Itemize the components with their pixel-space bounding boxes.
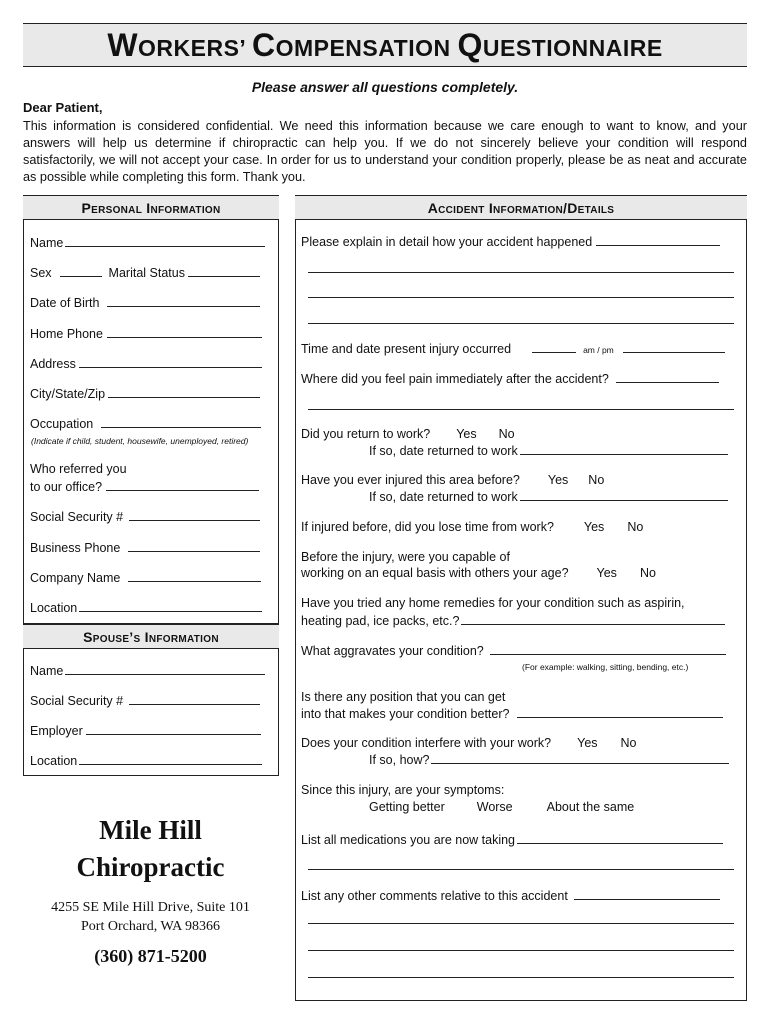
address-row — [30, 356, 262, 371]
ampm-label: am / pm — [583, 345, 614, 355]
name-label: Name — [30, 236, 64, 250]
accident-info-heading: Accident Information/Details — [295, 195, 747, 219]
time-label: Time and date present injury occurred — [301, 342, 512, 356]
location-row — [30, 600, 262, 615]
referred-label-1: Who referred you — [30, 462, 127, 476]
interfere-label: Does your condition interfere with your work? — [301, 736, 552, 750]
marital-field[interactable] — [188, 265, 260, 277]
dob-label: Date of Birth — [30, 296, 100, 310]
lose-time-row — [301, 520, 643, 534]
sex-marital-row — [30, 265, 260, 280]
aggravates-label: What aggravates your condition? — [301, 644, 484, 658]
occupation-label: Occupation — [30, 417, 94, 431]
clinic-phone: (360) 871-5200 — [94, 946, 207, 966]
occupation-field[interactable] — [101, 416, 261, 428]
lose-time-yes-option[interactable]: Yes — [583, 520, 605, 534]
injured-before-row — [301, 473, 604, 487]
capable-label-2: working on an equal basis with others your age? — [301, 566, 569, 580]
explain-row — [301, 234, 720, 249]
symptoms-same-option[interactable]: About the same — [546, 800, 635, 814]
comments-field[interactable] — [574, 888, 720, 900]
injured-date-label: If so, date returned to work — [369, 490, 518, 504]
city-label: City/State/Zip — [30, 387, 106, 401]
injured-before-label: Have you ever injured this area before? — [301, 473, 520, 487]
location-field[interactable] — [79, 600, 262, 612]
capable-label-1: Before the injury, were you capable of — [301, 550, 510, 564]
comments-row — [301, 888, 720, 903]
spouse-employer-row — [30, 723, 261, 738]
aggravates-row — [301, 643, 726, 658]
capable-yes-option[interactable]: Yes — [596, 566, 617, 580]
return-row — [301, 427, 515, 441]
injured-date-row — [369, 489, 728, 504]
clinic-address-line-2: Port Orchard, WA 98366 — [81, 919, 220, 934]
personal-info-heading: Personal Information — [23, 195, 279, 219]
interfere-row — [301, 736, 637, 750]
accident-info-panel — [295, 219, 747, 1001]
spouse-employer-field[interactable] — [86, 723, 261, 735]
position-field[interactable] — [517, 706, 723, 718]
pain-label: Where did you feel pain immediately after the accident? — [301, 372, 609, 386]
aggravates-field[interactable] — [490, 643, 726, 655]
occupation-note: (Indicate if child, student, housewife, unemployed, retired) — [31, 436, 249, 446]
spouse-info-heading: Spouse’s Information — [23, 624, 279, 648]
return-yes-option[interactable]: Yes — [456, 427, 477, 441]
lose-time-label: If injured before, did you lose time from work? — [301, 520, 554, 534]
occupation-row — [30, 416, 261, 431]
spouse-location-field[interactable] — [79, 753, 262, 765]
clinic-address-line-1: 4255 SE Mile Hill Drive, Suite 101 — [51, 900, 250, 915]
clinic-address — [23, 898, 278, 936]
position-label-1: Is there any position that you can get — [301, 690, 506, 704]
return-date-label: If so, date returned to work — [369, 444, 518, 458]
symptoms-worse-option[interactable]: Worse — [476, 800, 513, 814]
position-label-2: into that makes your condition better? — [301, 707, 510, 721]
medications-label: List all medications you are now taking — [301, 833, 516, 847]
company-row — [30, 570, 261, 585]
return-date-field[interactable] — [520, 443, 728, 455]
city-field[interactable] — [108, 386, 260, 398]
return-label: Did you return to work? — [301, 427, 431, 441]
time-row — [301, 341, 725, 356]
spouse-name-field[interactable] — [65, 663, 265, 675]
name-field[interactable] — [65, 235, 265, 247]
spouse-ssn-field[interactable] — [129, 693, 260, 705]
clinic-name-line-2: Chiropractic — [76, 852, 225, 882]
date-field[interactable] — [623, 341, 725, 353]
company-label: Company Name — [30, 571, 121, 585]
referred-field[interactable] — [106, 479, 259, 491]
comments-line-3[interactable] — [308, 950, 734, 951]
capable-no-option[interactable]: No — [639, 566, 656, 580]
interfere-how-row — [369, 752, 729, 767]
company-field[interactable] — [128, 570, 261, 582]
medications-field[interactable] — [517, 832, 723, 844]
lose-time-no-option[interactable]: No — [627, 520, 644, 534]
medications-line-2[interactable] — [308, 869, 734, 870]
spouse-name-row — [30, 663, 265, 678]
business-phone-label: Business Phone — [30, 541, 121, 555]
sex-field[interactable] — [60, 265, 102, 277]
remedies-row — [301, 613, 725, 628]
symptoms-label: Since this injury, are your symptoms: — [301, 783, 505, 797]
symptoms-options — [369, 800, 634, 814]
personal-name-row — [30, 235, 265, 250]
capable-row — [301, 566, 656, 580]
pain-field[interactable] — [616, 371, 719, 383]
pain-row — [301, 371, 719, 386]
home-phone-label: Home Phone — [30, 327, 103, 341]
city-row — [30, 386, 260, 401]
intro-paragraph: This information is considered confidential. We need this information because we care enough to want to know, and your answers will help us determine if chiropractic can help you. If we do not sincerely believe your condition will respond satisfactorily, we will not accept your case. In order for us to understand your condition properly, please be as neat and accurate as possible while completing this form. Thank you. — [23, 119, 747, 184]
injured-before-no-option[interactable]: No — [588, 473, 605, 487]
ssn-field[interactable] — [129, 509, 260, 521]
title-bar — [23, 23, 747, 67]
marital-label: Marital Status — [108, 266, 185, 280]
explain-line-3[interactable] — [308, 297, 734, 298]
symptoms-better-option[interactable]: Getting better — [369, 800, 445, 814]
interfere-yes-option[interactable]: Yes — [577, 736, 598, 750]
spouse-location-row — [30, 753, 262, 768]
explain-field[interactable] — [596, 234, 720, 246]
injured-date-field[interactable] — [520, 489, 728, 501]
comments-line-2[interactable] — [308, 923, 734, 924]
comments-label: List any other comments relative to this accident — [301, 889, 568, 903]
injured-before-yes-option[interactable]: Yes — [547, 473, 569, 487]
spouse-location-label: Location — [30, 754, 78, 768]
form-title: WORKERS’ COMPENSATION QUESTIONNAIRE — [107, 26, 663, 63]
remedies-field[interactable] — [461, 613, 725, 625]
clinic-name — [23, 812, 278, 886]
referred-label-2: to our office? — [30, 480, 103, 494]
referred-row — [30, 479, 259, 494]
location-label: Location — [30, 601, 78, 615]
address-label: Address — [30, 357, 76, 371]
explain-label: Please explain in detail how your accident happened — [301, 235, 593, 249]
ssn-row — [30, 509, 260, 524]
return-date-row — [369, 443, 728, 458]
spouse-ssn-label: Social Security # — [30, 694, 124, 708]
comments-line-4[interactable] — [308, 977, 734, 978]
ssn-label: Social Security # — [30, 510, 124, 524]
address-field[interactable] — [79, 356, 262, 368]
interfere-no-option[interactable]: No — [620, 736, 637, 750]
business-phone-row — [30, 540, 260, 555]
position-row — [301, 706, 723, 721]
remedies-label-1: Have you tried any home remedies for your condition such as aspirin, — [301, 596, 685, 610]
interfere-how-label: If so, how? — [369, 753, 430, 767]
medications-row — [301, 832, 723, 847]
home-phone-row — [30, 326, 262, 341]
time-field[interactable] — [532, 341, 576, 353]
dob-row — [30, 295, 260, 310]
return-no-option[interactable]: No — [498, 427, 515, 441]
dob-field[interactable] — [107, 295, 260, 307]
greeting: Dear Patient, — [23, 100, 103, 115]
spouse-employer-label: Employer — [30, 724, 83, 738]
explain-line-2[interactable] — [308, 272, 734, 273]
spouse-name-label: Name — [30, 664, 64, 678]
business-phone-field[interactable] — [128, 540, 260, 552]
home-phone-field[interactable] — [107, 326, 262, 338]
spouse-ssn-row — [30, 693, 260, 708]
interfere-how-field[interactable] — [431, 752, 729, 764]
remedies-label-2: heating pad, ice packs, etc.? — [301, 614, 460, 628]
explain-line-4[interactable] — [308, 323, 734, 324]
pain-line-2[interactable] — [308, 409, 734, 410]
aggravates-example: (For example: walking, sitting, bending, etc.) — [522, 662, 689, 672]
subtitle: Please answer all questions completely. — [251, 79, 519, 95]
sex-label: Sex — [30, 266, 52, 280]
clinic-name-line-1: Mile Hill — [99, 815, 202, 845]
